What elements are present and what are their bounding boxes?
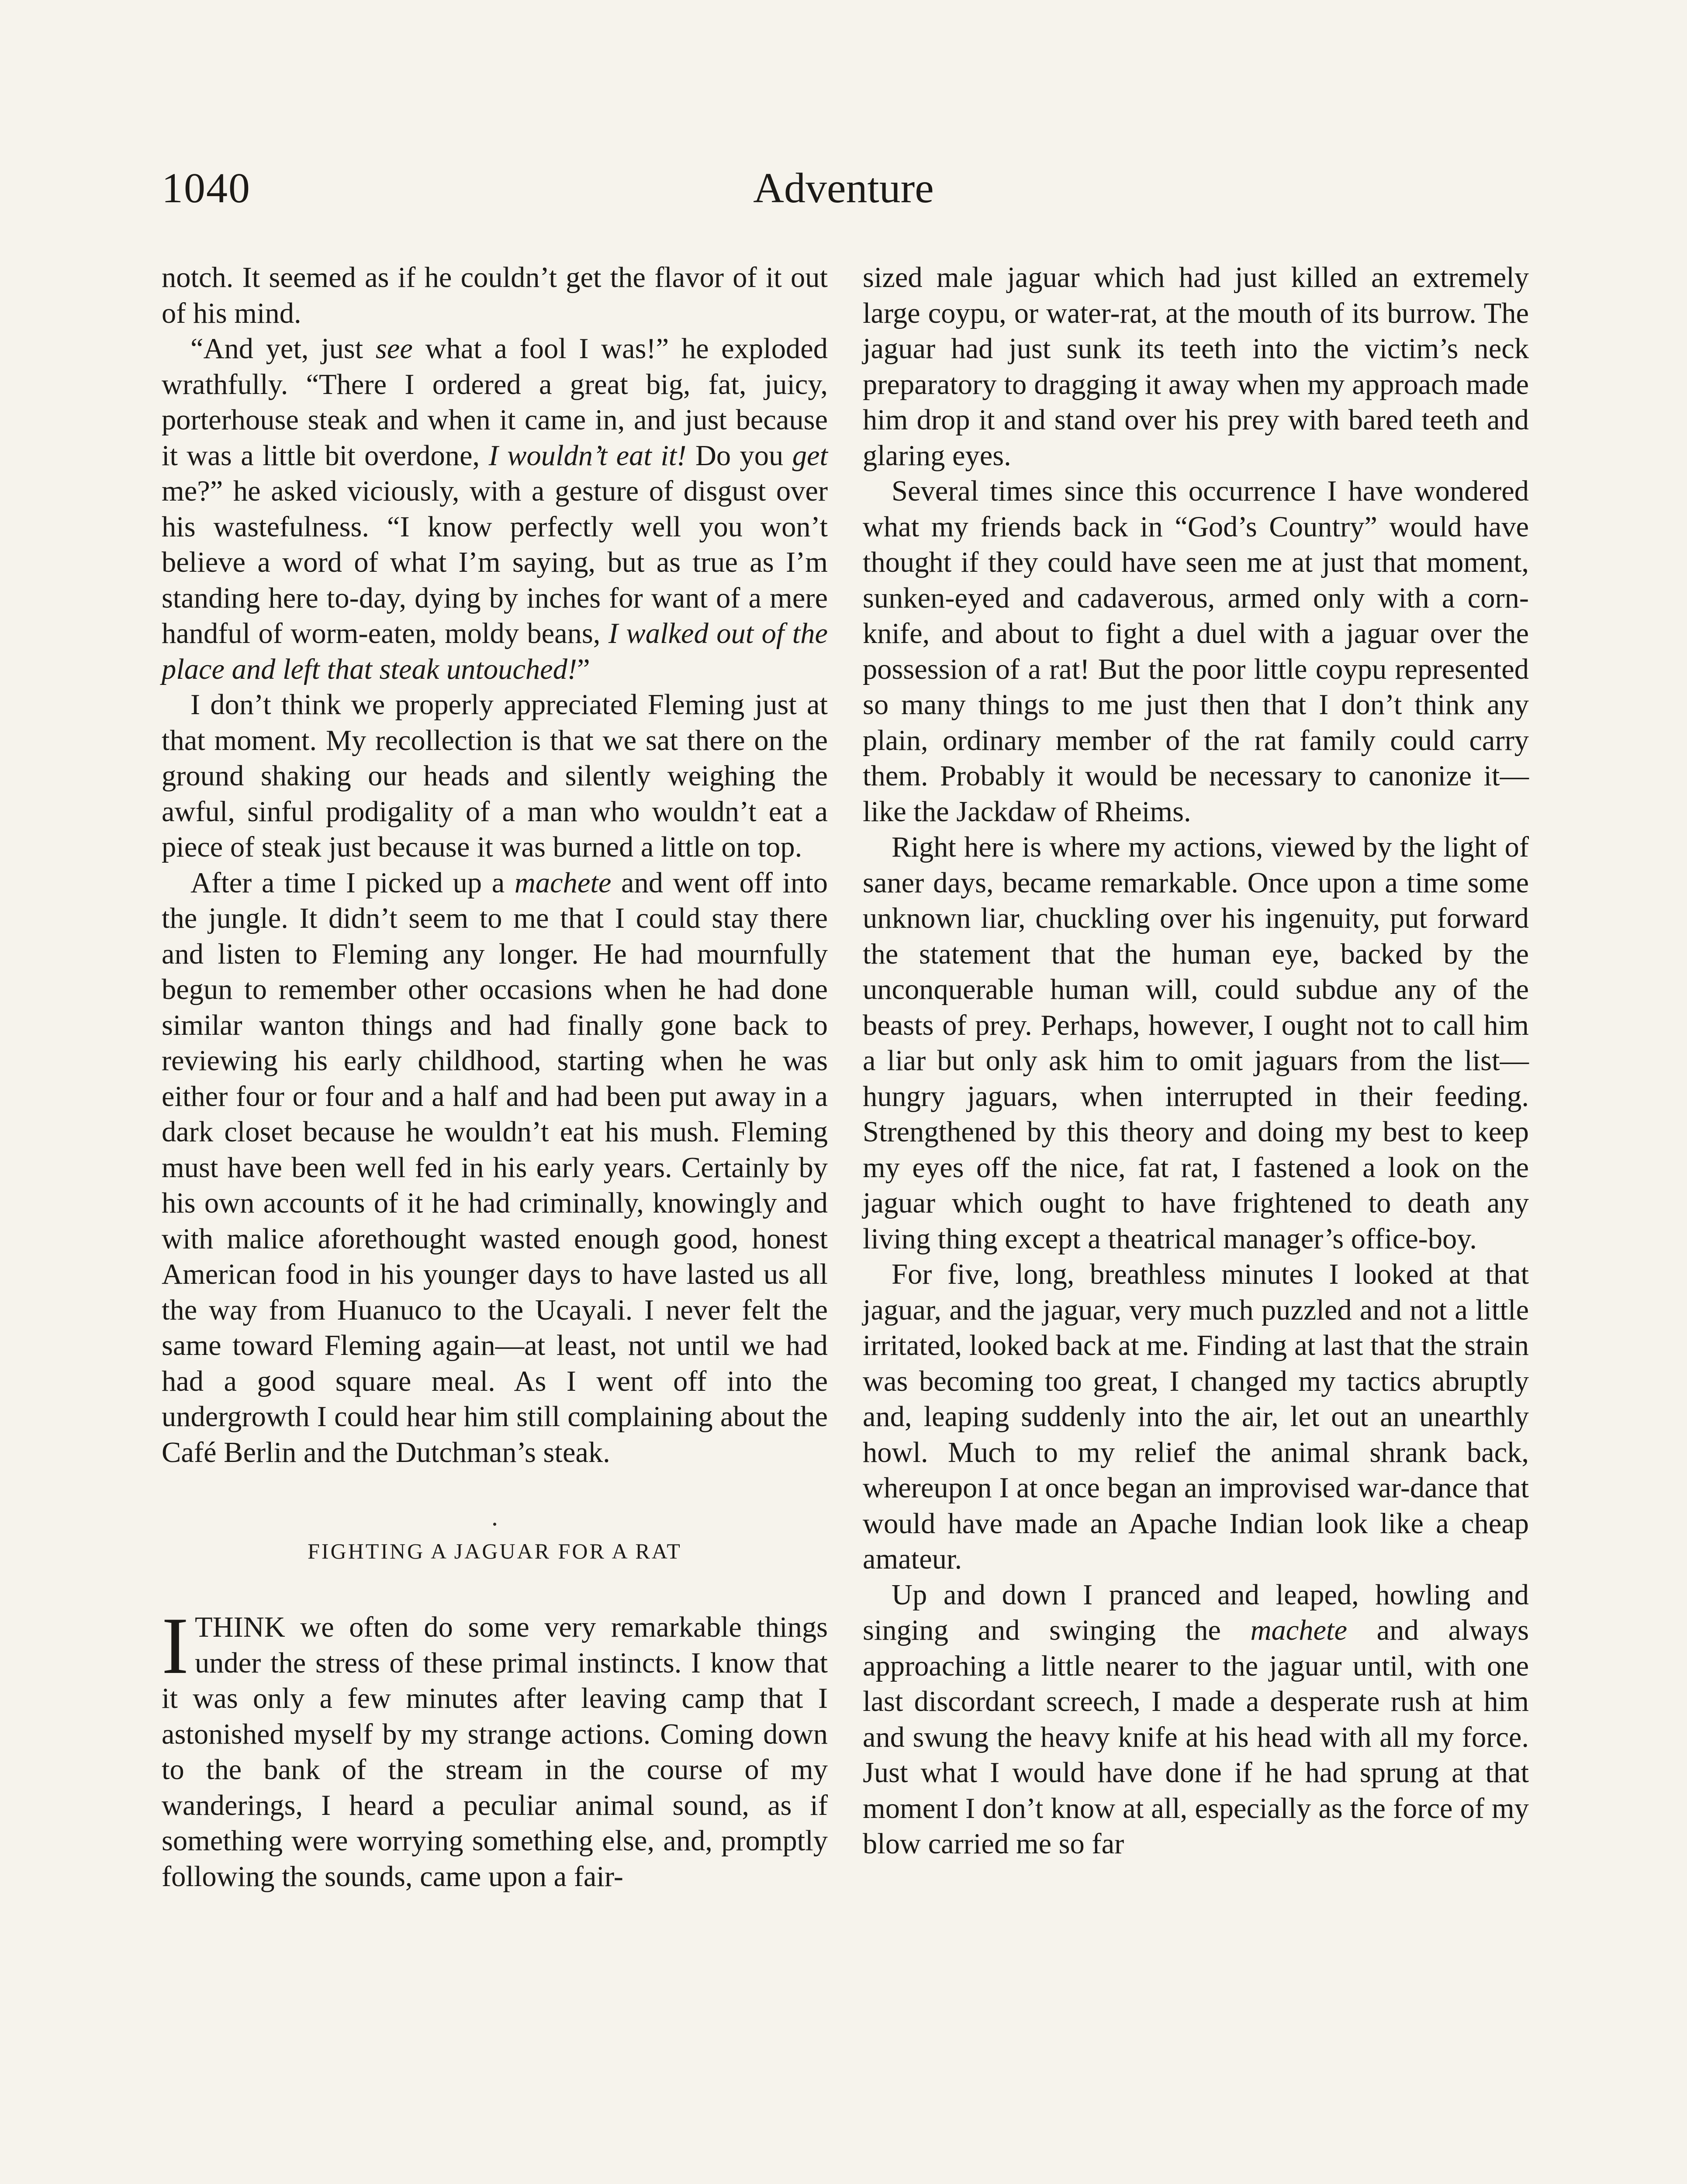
paragraph: notch. It seemed as if he couldn’t get the flavor of it out of his mind. xyxy=(162,262,828,329)
right-column xyxy=(863,260,1529,1862)
left-column xyxy=(162,260,828,1894)
running-head: Adventure xyxy=(753,165,934,212)
page-number: 1040 xyxy=(162,165,251,212)
paragraph: Right here is where my actions, viewed by the light of saner days, became remarkable. Once upon a time some unknown liar, chuckling over his ingenuity, put forward the statement that the human eye, backed by the unconquerable human will, could subdue any of the beasts of prey. Perhaps, however, I ought not to call him a liar but only ask him to omit jaguars from the list—hungry jaguars, when interrupted in their feeding. Strengthened by this theory and doing my best to keep my eyes off the nice, fat rat, I fastened a look on the jaguar which ought to have frightened to death any living thing except a theatrical manager’s office-boy. xyxy=(863,831,1529,1255)
paragraph: For five, long, breathless minutes I looked at that jaguar, and the jaguar, very much puzzled and not a little irritated, looked back at me. Finding at last that the strain was becoming too great, I changed my tactics abruptly and, leaping suddenly into the air, let out an unearthly howl. Much to my relief the animal shrank back, whereupon I at once began an improvised war-dance that would have made an Apache Indian look like a cheap amateur. xyxy=(863,1258,1529,1575)
paragraph: Up and down I pranced and leaped, howling and singing and swinging the machete and always approaching a little nearer to the jaguar until, with one last discordant screech, I made a desperate rush at him and swung the heavy knife at his head with all my force. Just what I would have done if he had sprung at that moment I don’t know at all, especially as the force of my blow carried me so far xyxy=(863,1579,1529,1860)
section-heading: FIGHTING A JAGUAR FOR A RAT xyxy=(162,1523,828,1564)
paragraph: After a time I picked up a machete and went off into the jungle. It didn’t seem to me that I could stay there and listen to Fleming any longer. He had mournfully begun to remember other occasions when he had done similar wanton things and had finally gone back to reviewing his early childhood, starting when he was either four or four and a half and had been put away in a dark closet because he wouldn’t eat his mush. Fleming must have been well fed in his early years. Certainly by his own accounts of it he had criminally, knowingly and with malice aforethought wasted enough good, honest American food in his younger days to have lasted us all the way from Huanuco to the Ucayali. I never felt the same toward Fleming again—at least, not until we had had a good square meal. As I went off into the undergrowth I could hear him still complaining about the Café Berlin and the Dutchman’s steak. xyxy=(162,867,828,1469)
drop-cap: I xyxy=(162,1601,189,1691)
paragraph: “And yet, just see what a fool I was!” he exploded wrathfully. “There I ordered a great big, fat, juicy, porterhouse steak and when it came in, and just because it was a little bit overdone, I wouldn’t eat it! Do you get me?” he asked viciously, with a gesture of disgust over his wastefulness. “I know perfectly well you won’t believe a word of what I’m saying, but as true as I’m standing here to-day, dying by inches for want of a mere handful of worm-eaten, moldy beans, I walked out of the place and left that steak untouched!” xyxy=(162,333,828,685)
paragraph: I THINK we often do some very remarkable things under the stress of these primal instincts. I know that it was only a few minutes after leaving camp that I astonished myself by my strange actions. Coming down to the bank of the stream in the course of my wanderings, I heard a peculiar animal sound, as if something were worrying something else, and, promptly following the sounds, came upon a fair- xyxy=(162,1601,828,1893)
paragraph: Several times since this occurrence I have wondered what my friends back in “God’s Country” would have thought if they could have seen me at just that moment, sunken-eyed and cadaverous, armed only with a corn-knife, and about to fight a duel with a jaguar over the possession of a rat! But the poor little coypu represented so many things to me just then that I don’t think any plain, ordinary member of the rat family could carry them. Probably it would be necessary to canonize it—like the Jackdaw of Rheims. xyxy=(863,475,1529,828)
paragraph: sized male jaguar which had just killed an extremely large coypu, or water-rat, at the mouth of its burrow. The jaguar had just sunk its teeth into the victim’s neck preparatory to dragging it away when my approach made him drop it and stand over his prey with bared teeth and glaring eyes. xyxy=(863,262,1529,472)
paragraph: I don’t think we properly appreciated Fleming just at that moment. My recollection is that we sat there on the ground shaking our heads and silently weighing the awful, sinful prodigality of a man who wouldn’t eat a piece of steak just because it was burned a little on top. xyxy=(162,689,828,863)
